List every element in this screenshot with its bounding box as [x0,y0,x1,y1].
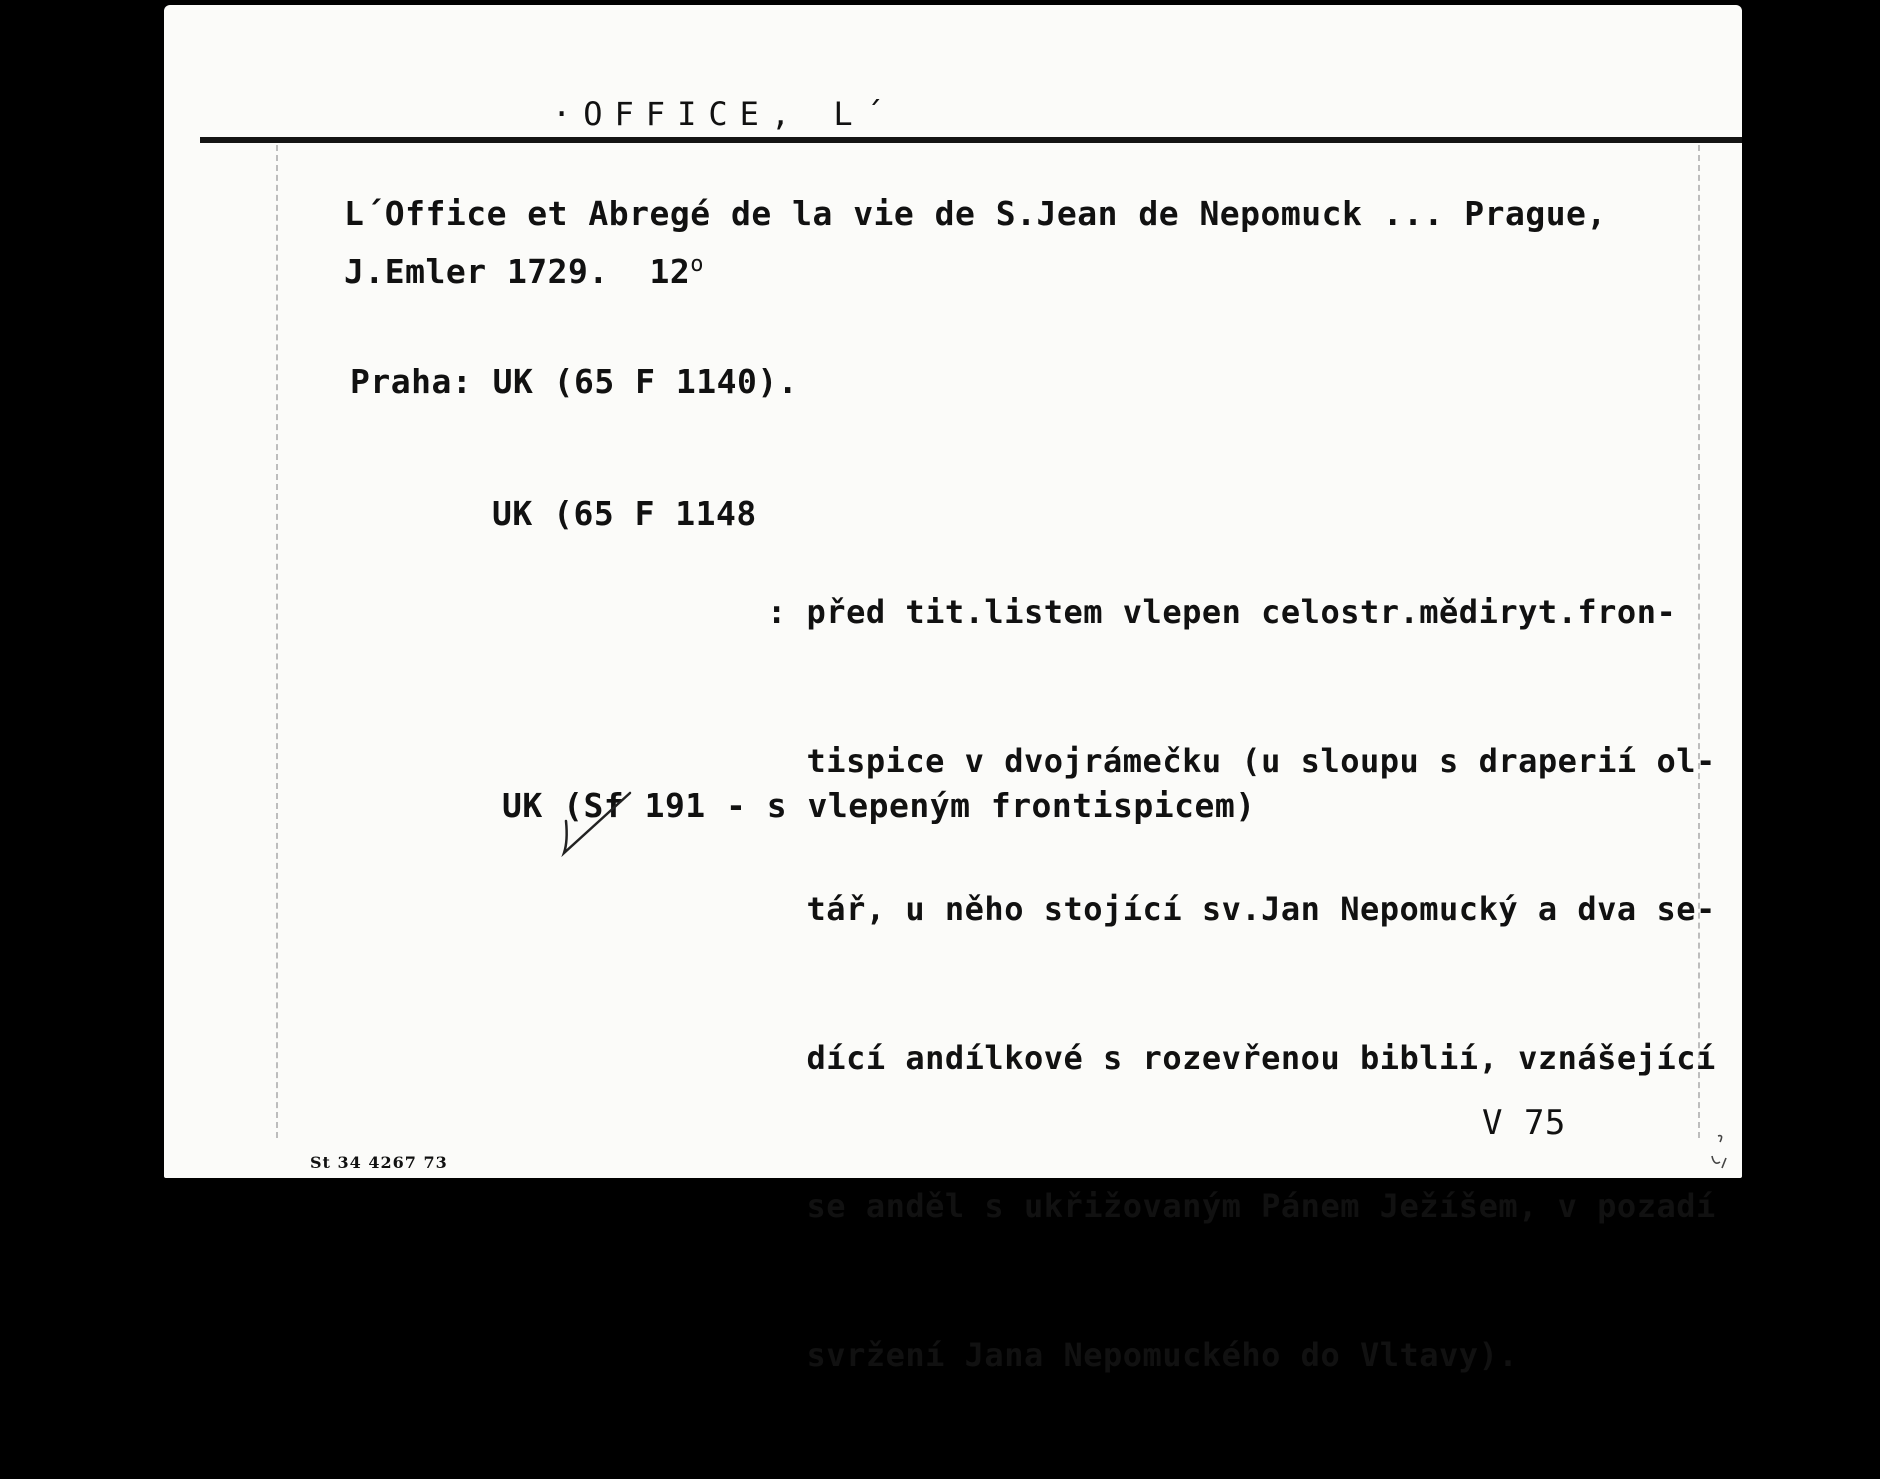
copy-note [767,489,1716,1479]
imprint: J.Emler 1729. 12 [344,252,691,291]
handwritten-check-mark [560,791,650,861]
card-heading: ·OFFICE, L´ [552,95,896,133]
copy-note-line: dící andílkové s rozevřenou biblií, vznášející [767,1038,1716,1077]
title-line-2 [344,240,704,297]
holding-location: Praha: UK (65 F 1140). [350,362,799,401]
copy-note-line: tář, u něho stojící sv.Jan Nepomucký a dva se- [767,890,1716,928]
right-margin-guide [1698,145,1700,1138]
catalog-card [164,5,1742,1374]
copy-note-line: : před tit.listem vlepen celostr.mědiryt.fron- [767,593,1677,631]
copy-note-line: tispice v dvojrámečku (u sloupu s draperií ol- [767,741,1716,780]
signature: V 75 [1482,1103,1566,1143]
copy-note-line: se anděl s ukřižovaným Pánem Ježíšem, v pozadí [767,1187,1716,1225]
copy-note-line: svržení Jana Nepomuckého do Vltavy). [767,1335,1519,1374]
copy-shelfmark: UK (65 F 1148 [492,494,757,533]
left-margin-guide [276,145,278,1138]
title-line-1: L´Office et Abregé de la vie de S.Jean de Nepomuck ... Prague, [344,194,1607,233]
print-code: St 34 4267 73 [310,1153,448,1172]
handwritten-corner-mark [1706,1132,1736,1172]
second-copy: UK (Sf 191 - s vlepeným frontispicem) [502,786,1256,825]
format-degree: o [690,252,705,277]
heading-rule [200,137,1742,143]
